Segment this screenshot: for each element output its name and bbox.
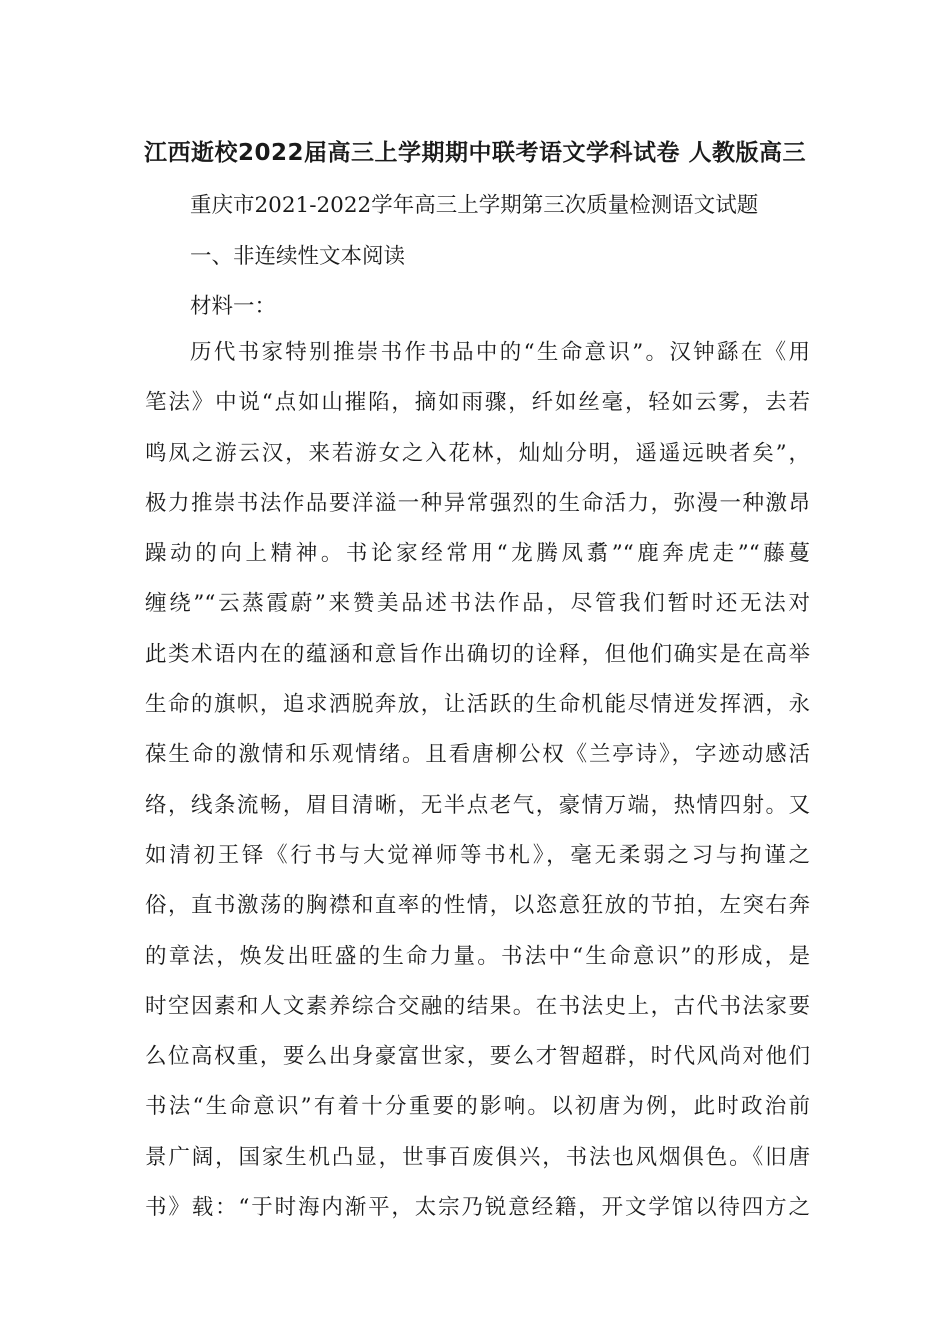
body-line: 极力推崇书法作品要洋溢一种异常强烈的生命活力，弥漫一种激昂 — [145, 490, 810, 516]
body-line: 的章法，焕发出旺盛的生命力量。书法中“生命意识”的形成，是 — [145, 943, 810, 969]
body-line: 景广阔，国家生机凸显，世事百废俱兴，书法也风烟俱色。《旧唐 — [145, 1144, 810, 1170]
body-line: 躁动的向上精神。书论家经常用“龙腾凤翥”“鹿奔虎走”“藤蔓 — [145, 541, 810, 567]
body-line: 俗，直书激荡的胸襟和直率的性情，以恣意狂放的节拍，左突右奔 — [145, 893, 810, 919]
document-title: 江西逝校2022届高三上学期期中联考语文学科试卷 人教版高三 — [143, 140, 807, 166]
body-line: 缠绕”“云蒸霞蔚”来赞美品述书法作品，尽管我们暂时还无法对 — [145, 591, 810, 617]
body-line: 鸣凤之游云汉，来若游女之入花林，灿灿分明，遥遥远映者矣”， — [145, 440, 810, 466]
body-line: 如清初王铎《行书与大觉禅师等书札》，毫无柔弱之习与拘谨之 — [145, 842, 810, 868]
body-line: 络，线条流畅，眉目清晰，无半点老气，豪情万端，热情四射。又 — [145, 792, 810, 818]
body-line: 书》载：“于时海内渐平，太宗乃锐意经籍，开文学馆以待四方之 — [145, 1195, 810, 1221]
body-line: 此类术语内在的蕴涵和意旨作出确切的诠释，但他们确实是在高举 — [145, 641, 810, 667]
exam-subtitle: 重庆市2021-2022学年高三上学期第三次质量检测语文试题 — [190, 193, 759, 218]
body-line: 时空因素和人文素养综合交融的结果。在书法史上，古代书法家要 — [145, 993, 810, 1019]
body-line: 历代书家特别推崇书作书品中的“生命意识”。汉钟繇在《用 — [190, 340, 810, 365]
body-line: 葆生命的激情和乐观情绪。且看唐柳公权《兰亭诗》，字迹动感活 — [145, 742, 810, 768]
section-heading: 一、非连续性文本阅读 — [190, 244, 406, 269]
body-line: 书法“生命意识”有着十分重要的影响。以初唐为例，此时政治前 — [145, 1094, 810, 1120]
body-line: 么位高权重，要么出身豪富世家，要么才智超群，时代风尚对他们 — [145, 1044, 810, 1070]
body-line: 笔法》中说“点如山摧陷，摘如雨骤，纤如丝毫，轻如云雾，去若 — [145, 390, 810, 416]
body-paragraph — [145, 336, 810, 1241]
material-label: 材料一： — [190, 294, 277, 319]
body-line: 生命的旗帜，追求洒脱奔放，让活跃的生命机能尽情迸发挥洒，永 — [145, 692, 810, 718]
